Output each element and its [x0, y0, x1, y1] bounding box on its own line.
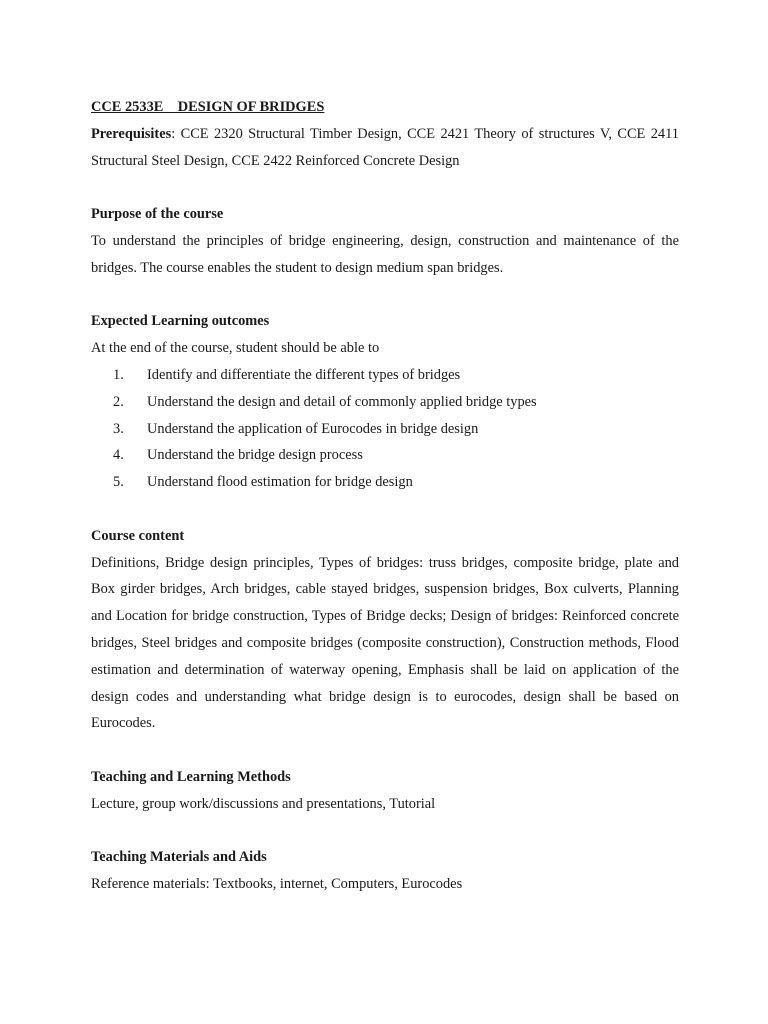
list-item-number: 2.: [113, 393, 124, 410]
list-item-text: Understand the design and detail of commonly applied bridge types: [147, 393, 537, 410]
list-item-text: Understand the application of Eurocodes in bridge design: [147, 420, 479, 437]
course-title: CCE 2533E DESIGN OF BRIDGES: [91, 99, 325, 115]
list-item: [91, 389, 679, 416]
list-item-text: Understand flood estimation for bridge design: [147, 474, 413, 491]
prerequisites-paragraph: [91, 121, 679, 175]
list-item: [91, 442, 679, 469]
spacer: [91, 174, 679, 201]
document-page: [91, 94, 679, 898]
list-item-number: 5.: [113, 474, 124, 491]
list-item: [91, 362, 679, 389]
prerequisites-text: : CCE 2320 Structural Timber Design, CCE 2421 Theory of structures V, CCE 2411 Structural Steel Design, CCE 2422 Reinforced Concrete Design: [91, 125, 679, 169]
list-item-text: Identify and differentiate the different types of bridges: [147, 366, 461, 383]
spacer: [91, 282, 679, 309]
spacer: [91, 496, 679, 523]
list-item-number: 1.: [113, 366, 124, 383]
purpose-text: To understand the principles of bridge engineering, design, construction and maintenance of the bridges. The course enables the student to design medium span bridges.: [91, 232, 679, 276]
materials-text: Reference materials: Textbooks, internet, Computers, Eurocodes: [91, 876, 463, 893]
prerequisites-label: Prerequisites: [91, 125, 172, 142]
outcomes-list: [91, 362, 679, 496]
outcomes-intro: At the end of the course, student should be able to: [91, 340, 380, 357]
list-item: [91, 416, 679, 443]
purpose-heading: Purpose of the course: [91, 206, 224, 223]
methods-heading: Teaching and Learning Methods: [91, 768, 291, 785]
content-heading: Course content: [91, 527, 185, 544]
spacer: [91, 818, 679, 845]
outcomes-heading: Expected Learning outcomes: [91, 313, 270, 330]
materials-heading: Teaching Materials and Aids: [91, 849, 267, 866]
list-item-number: 4.: [113, 447, 124, 464]
list-item-text: Understand the bridge design process: [147, 447, 363, 464]
methods-text: Lecture, group work/discussions and presentations, Tutorial: [91, 795, 436, 812]
list-item: [91, 469, 679, 496]
content-text: Definitions, Bridge design principles, Types of bridges: truss bridges, composite bridge, plate and Box girder bridges, Arch bridges, cable stayed bridges, suspension bridges, Box culverts, Planning and Location for bridge construction, Types of Bridge decks; Design of bridges: Reinforced concrete bridges, Steel bridges and composite bridges (composite construction), Construction methods, Flood estimation and determination of waterway opening, Emphasis shall be laid on application of the design codes and understanding what bridge design is to eurocodes, design shall be based on Eurocodes.: [91, 554, 679, 732]
spacer: [91, 737, 679, 764]
list-item-number: 3.: [113, 420, 124, 437]
